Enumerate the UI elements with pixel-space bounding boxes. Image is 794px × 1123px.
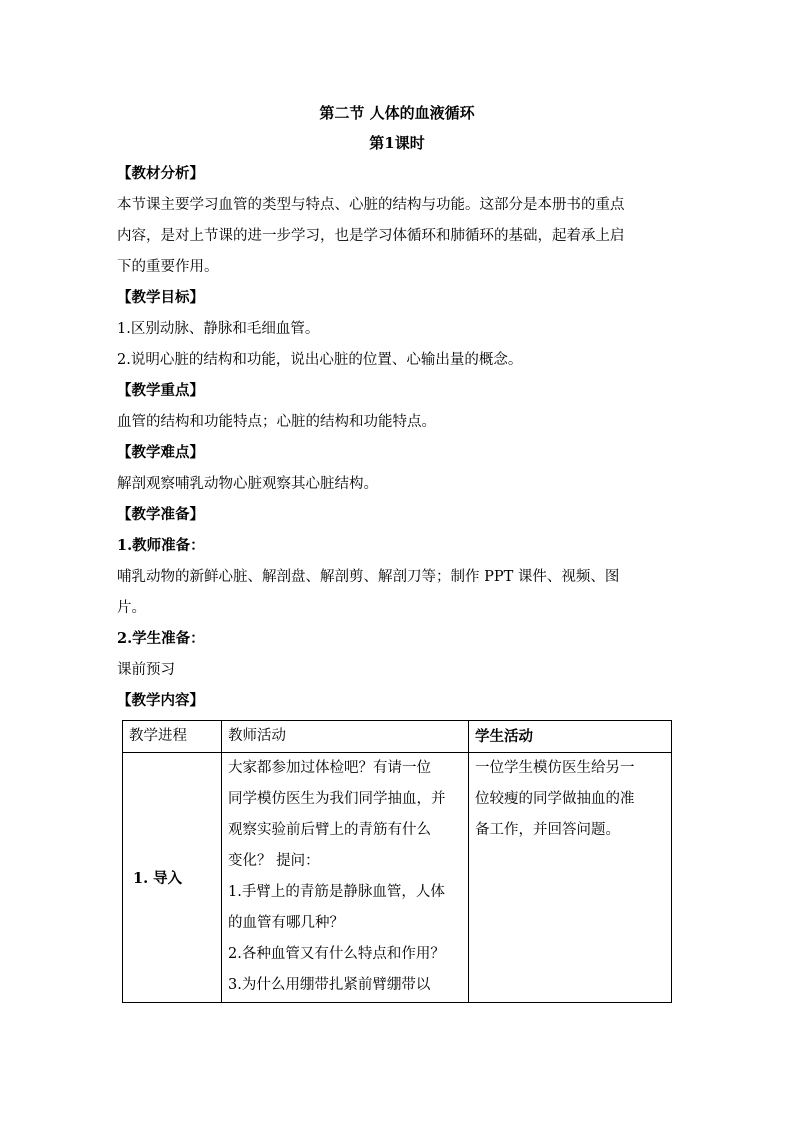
header-stage: 教学进程 (123, 721, 222, 753)
difficulties-heading: 【教学难点】 (117, 444, 204, 461)
goal-item: 1.区别动脉、静脉和毛细血管。 (117, 321, 320, 337)
difficulties-text: 解剖观察哺乳动物心脏观察其心脏结构。 (117, 476, 378, 492)
student-prep-text: 课前预习 (117, 662, 175, 678)
key-points-heading: 【教学重点】 (117, 382, 204, 399)
content-heading: 【教学内容】 (117, 692, 204, 709)
goals-heading: 【教学目标】 (117, 289, 204, 306)
analysis-line: 本节课主要学习血管的类型与特点、心脏的结构与功能。这部分是本册书的重点 (117, 197, 625, 213)
teacher-activity-line: 2.各种血管又有什么特点和作用？ (228, 946, 445, 962)
teacher-activity-line: 3.为什么用绷带扎紧前臂绷带以 (228, 977, 431, 993)
preparation-heading: 【教学准备】 (117, 506, 204, 523)
teacher-activity-line: 同学模仿医生为我们同学抽血，并 (228, 791, 446, 807)
key-points-text: 血管的结构和功能特点；心脏的结构和功能特点。 (117, 414, 436, 430)
teacher-activity-line: 1.手臂上的青筋是静脉血管，人体 (228, 884, 445, 900)
table-header-row (123, 721, 672, 753)
goal-item: 2.说明心脏的结构和功能，说出心脏的位置、心输出量的概念。 (117, 352, 523, 368)
header-teacher-activity: 教师活动 (222, 721, 469, 753)
analysis-line: 下的重要作用。 (117, 259, 219, 275)
page-subtitle: 第1课时 (369, 134, 425, 152)
teacher-activity-line: 的血管有哪几种？ (228, 915, 344, 931)
analysis-heading: 【教材分析】 (117, 165, 204, 182)
teacher-activity-line: 变化？ 提问： (228, 853, 320, 869)
header-student-activity: 学生活动 (469, 721, 672, 753)
lesson-table (122, 720, 672, 1003)
teacher-activity-line: 观察实验前后臂上的青筋有什么 (228, 822, 431, 838)
teacher-prep-line: 哺乳动物的新鲜心脏、解剖盘、解剖剪、解剖刀等；制作 PPT 课件、视频、图 (117, 569, 620, 585)
table-row (123, 753, 672, 1003)
teacher-activity-line: 大家都参加过体检吧？有请一位 (228, 760, 431, 776)
analysis-line: 内容，是对上节课的进一步学习，也是学习体循环和肺循环的基础，起着承上启 (117, 228, 625, 244)
page-title: 第二节 人体的血液循环 (319, 104, 475, 122)
stage-cell: 1. 导入 (123, 753, 222, 1003)
student-prep-heading: 2.学生准备： (117, 630, 205, 647)
student-activity-line: 备工作，并回答问题。 (475, 822, 620, 838)
student-activity-line: 位较瘦的同学做抽血的准 (475, 791, 635, 807)
student-activity-cell (469, 753, 672, 1003)
teacher-activity-cell (222, 753, 469, 1003)
teacher-prep-heading: 1.教师准备： (117, 537, 205, 554)
student-activity-line: 一位学生模仿医生给另一 (475, 760, 635, 776)
teacher-prep-line: 片。 (117, 600, 146, 616)
